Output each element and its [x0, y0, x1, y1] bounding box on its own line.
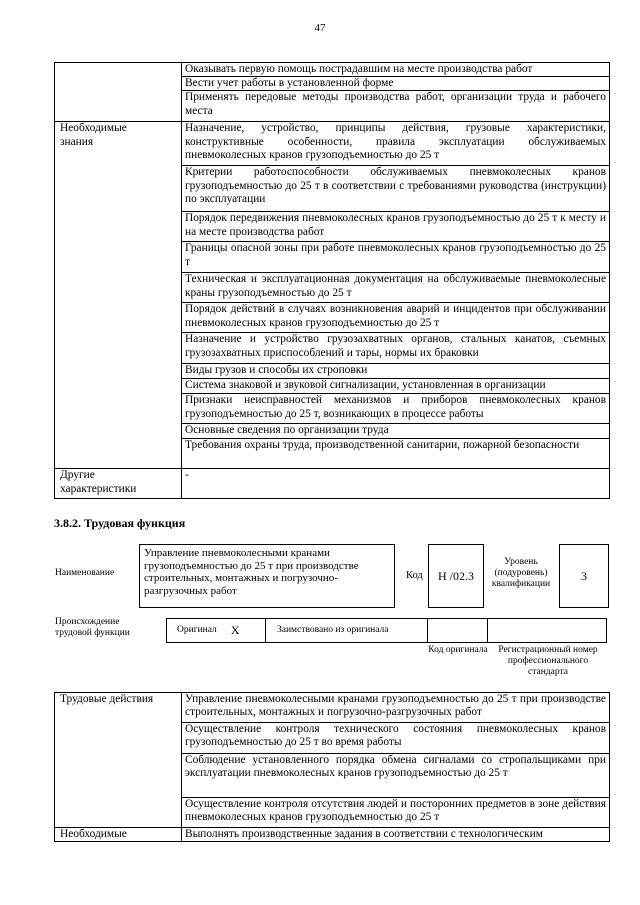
code-label: Код: [406, 570, 423, 581]
row-label-other: [55, 469, 182, 499]
row-label-text: Трудовые действия: [60, 693, 154, 705]
table-row: [55, 828, 610, 842]
knowledge-table: [54, 62, 610, 499]
table-cell: Основные сведения по организации труда: [182, 424, 610, 439]
registration-number-box: [487, 618, 607, 643]
table-cell: Применять передовые методы производства работ, организации труда и рабочего места: [182, 91, 610, 122]
table-cell: Требования охраны труда, производственной санитарии, пожарной безопасности: [182, 439, 610, 469]
table-row: [55, 63, 610, 77]
table-cell: Вести учет работы в установленной форме: [182, 77, 610, 91]
table-cell: Назначение и устройство грузозахватных органов, стальных канатов, съемных грузозахватных приспособлений и тары, нормы их браковки: [182, 333, 610, 364]
table-cell: Порядок действий в случаях возникновения аварий и инцидентов при обслуживании пневмоколесных кранов грузоподъемностью до 25 т: [182, 303, 610, 333]
table-row: [55, 469, 610, 499]
row-label-needed: [55, 828, 182, 842]
row-label-text: Необходимые: [60, 828, 127, 840]
table-cell: Критерии работоспособности обслуживаемых пневмоколесных кранов грузоподъемностью до 25 т в соответствии с требованиями руководства (инструкции) по эксплуатации: [182, 166, 610, 212]
row-label: [55, 63, 182, 122]
row-label-actions: [55, 693, 182, 828]
original-box: [166, 618, 266, 643]
table-cell: Управление пневмоколесными кранами грузоподъемностью до 25 т при производстве строительных, монтажных и погрузочно-разгрузочных работ: [182, 693, 610, 723]
table-cell: Техническая и эксплуатационная документация на обслуживаемые пневмоколесные краны грузоподъемностью до 25 т: [182, 273, 610, 303]
table-cell: Оказывать первую помощь пострадавшим на месте производства работ: [182, 63, 610, 77]
table-cell: Назначение, устройство, принципы действия, грузовые характеристики, конструктивные особенности, правила эксплуатации обслуживаемых пневмоколесных кранов грузоподъемностью до 25 т: [182, 122, 610, 166]
table-row: [55, 122, 610, 166]
page-number: 47: [314, 22, 326, 34]
function-name-box: [139, 544, 395, 608]
table-cell: Порядок передвижения пневмоколесных кранов грузоподъемностью до 25 т к месту и на месте производства работ: [182, 212, 610, 242]
table-cell: Выполнять производственные задания в соответствии с технологическим: [182, 828, 610, 842]
row-label-knowledge: [55, 122, 182, 469]
origin-label: Происхождение трудовой функции: [55, 617, 130, 638]
table-row: [55, 693, 610, 723]
code-caption: Код оригинала: [428, 645, 488, 655]
actions-table: [54, 692, 610, 842]
registration-caption: Регистрационный номер профессионального стандарта: [498, 645, 598, 677]
level-label: Уровень (подуровень) квалификации: [491, 557, 551, 589]
table-cell: Границы опасной зоны при работе пневмоколесных кранов грузоподъемностью до 25 т: [182, 242, 610, 273]
original-mark: X: [230, 623, 240, 637]
original-code-box: [427, 618, 488, 643]
table-cell: Осуществление контроля технического состояния пневмоколесных кранов грузоподъемностью до 25 т во время работы: [182, 723, 610, 754]
table-cell: -: [182, 469, 610, 499]
code-value-box: [428, 544, 484, 608]
table-cell: Осуществление контроля отсутствия людей и посторонних предметов в зоне действия пневмоколесных кранов грузоподъемностью до 25 т: [182, 798, 610, 828]
original-label: Оригинал: [177, 625, 217, 635]
name-label: Наименование: [55, 568, 115, 578]
function-name-value: Управление пневмоколесными кранами грузоподъемностью до 25 т при производстве строительных, монтажных и погрузочно-разгрузочных работ: [144, 547, 359, 597]
table-cell: Система знаковой и звуковой сигнализации, установленная в организации: [182, 379, 610, 394]
borrowed-label: Заимствовано из оригинала: [277, 625, 389, 635]
row-label-text: Другие характеристики: [60, 469, 137, 495]
table-cell: Соблюдение установленного порядка обмена сигналами со стропальщиками при эксплуатации пневмоколесных кранов грузоподъемностью до 25 т: [182, 754, 610, 798]
code-value: H /02.3: [438, 568, 474, 583]
table-cell: Виды грузов и способы их строповки: [182, 364, 610, 379]
table-cell: Признаки неисправностей механизмов и приборов пневмоколесных кранов грузоподъемностью до 25 т, возникающих в процессе работы: [182, 394, 610, 424]
row-label-text: Необходимые знания: [60, 122, 127, 148]
borrowed-box: [265, 618, 428, 643]
level-value-box: [559, 544, 609, 608]
section-heading: 3.8.2. Трудовая функция: [54, 516, 186, 530]
level-value: 3: [581, 568, 587, 583]
